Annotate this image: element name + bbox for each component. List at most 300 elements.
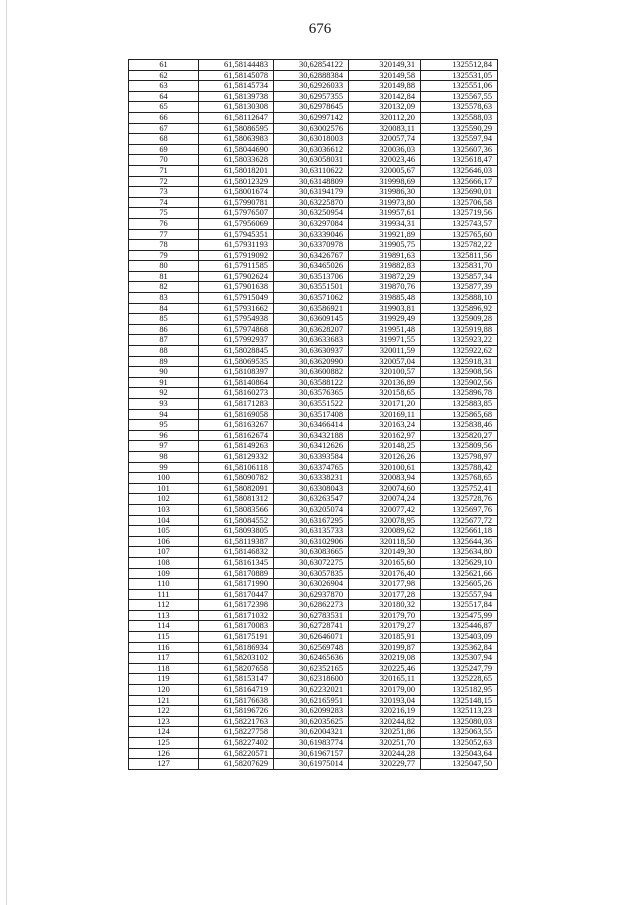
coord-x-cell: 319872,29 [349, 271, 421, 282]
latitude-cell: 61,58139738 [199, 91, 274, 102]
coord-x-cell: 319882,83 [349, 261, 421, 272]
coord-y-cell: 1325588,03 [421, 112, 498, 123]
table-row [129, 727, 498, 738]
point-number-cell: 114 [129, 621, 199, 632]
table-row [129, 165, 498, 176]
coord-y-cell: 1325148,15 [421, 695, 498, 706]
longitude-cell: 30,62937870 [274, 589, 349, 600]
point-number-cell: 76 [129, 218, 199, 229]
table-row [129, 632, 498, 643]
point-number-cell: 84 [129, 303, 199, 314]
latitude-cell: 61,58018201 [199, 165, 274, 176]
longitude-cell: 30,62035625 [274, 716, 349, 727]
coord-y-cell: 1325768,65 [421, 473, 498, 484]
coordinates-table-body [129, 60, 498, 770]
table-row [129, 420, 498, 431]
longitude-cell: 30,62862273 [274, 600, 349, 611]
point-number-cell: 78 [129, 240, 199, 251]
point-number-cell: 123 [129, 716, 199, 727]
point-number-cell: 127 [129, 759, 199, 770]
latitude-cell: 61,58227402 [199, 738, 274, 749]
point-number-cell: 125 [129, 738, 199, 749]
latitude-cell: 61,57945351 [199, 229, 274, 240]
point-number-cell: 72 [129, 176, 199, 187]
coord-x-cell: 319903,81 [349, 303, 421, 314]
longitude-cell: 30,63588122 [274, 377, 349, 388]
table-row [129, 504, 498, 515]
coord-y-cell: 1325865,68 [421, 409, 498, 420]
longitude-cell: 30,63308043 [274, 483, 349, 494]
latitude-cell: 61,58145078 [199, 70, 274, 81]
point-number-cell: 96 [129, 430, 199, 441]
coord-y-cell: 1325557,94 [421, 589, 498, 600]
coord-x-cell: 320177,98 [349, 579, 421, 590]
longitude-cell: 30,62165951 [274, 695, 349, 706]
coord-y-cell: 1325113,23 [421, 706, 498, 717]
coord-y-cell: 1325646,03 [421, 165, 498, 176]
latitude-cell: 61,58140864 [199, 377, 274, 388]
longitude-cell: 30,63072275 [274, 557, 349, 568]
table-row [129, 250, 498, 261]
longitude-cell: 30,63630937 [274, 346, 349, 357]
point-number-cell: 93 [129, 399, 199, 410]
latitude-cell: 61,58144483 [199, 60, 274, 71]
coord-x-cell: 319973,80 [349, 197, 421, 208]
longitude-cell: 30,62099283 [274, 706, 349, 717]
table-row [129, 229, 498, 240]
latitude-cell: 61,58084552 [199, 515, 274, 526]
longitude-cell: 30,62318600 [274, 674, 349, 685]
coord-y-cell: 1325752,41 [421, 483, 498, 494]
table-row [129, 144, 498, 155]
longitude-cell: 30,62646071 [274, 632, 349, 643]
coord-x-cell: 320057,04 [349, 356, 421, 367]
point-number-cell: 86 [129, 324, 199, 335]
coord-y-cell: 1325765,60 [421, 229, 498, 240]
coord-x-cell: 320171,20 [349, 399, 421, 410]
latitude-cell: 61,58227758 [199, 727, 274, 738]
latitude-cell: 61,58086595 [199, 123, 274, 134]
latitude-cell: 61,57974868 [199, 324, 274, 335]
table-row [129, 759, 498, 770]
table-row [129, 695, 498, 706]
point-number-cell: 105 [129, 526, 199, 537]
table-row [129, 568, 498, 579]
coord-x-cell: 320179,70 [349, 610, 421, 621]
latitude-cell: 61,58063983 [199, 134, 274, 145]
longitude-cell: 30,63250954 [274, 208, 349, 219]
table-row [129, 685, 498, 696]
coord-x-cell: 320132,09 [349, 102, 421, 113]
point-number-cell: 94 [129, 409, 199, 420]
table-row [129, 494, 498, 505]
point-number-cell: 115 [129, 632, 199, 643]
table-row [129, 303, 498, 314]
longitude-cell: 30,62352165 [274, 663, 349, 674]
point-number-cell: 79 [129, 250, 199, 261]
coord-x-cell: 320074,24 [349, 494, 421, 505]
coord-x-cell: 320251,86 [349, 727, 421, 738]
longitude-cell: 30,63633683 [274, 335, 349, 346]
latitude-cell: 61,57919092 [199, 250, 274, 261]
coord-x-cell: 320118,50 [349, 536, 421, 547]
latitude-cell: 61,58170889 [199, 568, 274, 579]
longitude-cell: 30,63609145 [274, 314, 349, 325]
coord-x-cell: 320089,62 [349, 526, 421, 537]
point-number-cell: 88 [129, 346, 199, 357]
coord-y-cell: 1325590,29 [421, 123, 498, 134]
latitude-cell: 61,58203102 [199, 653, 274, 664]
coord-x-cell: 320074,60 [349, 483, 421, 494]
coord-x-cell: 319885,48 [349, 293, 421, 304]
longitude-cell: 30,63263547 [274, 494, 349, 505]
point-number-cell: 119 [129, 674, 199, 685]
point-number-cell: 109 [129, 568, 199, 579]
point-number-cell: 61 [129, 60, 199, 71]
table-row [129, 621, 498, 632]
coord-y-cell: 1325578,63 [421, 102, 498, 113]
table-row [129, 451, 498, 462]
latitude-cell: 61,58093805 [199, 526, 274, 537]
longitude-cell: 30,61975014 [274, 759, 349, 770]
longitude-cell: 30,62004321 [274, 727, 349, 738]
latitude-cell: 61,58170447 [199, 589, 274, 600]
coord-y-cell: 1325047,50 [421, 759, 498, 770]
longitude-cell: 30,63083665 [274, 547, 349, 558]
latitude-cell: 61,58044690 [199, 144, 274, 155]
latitude-cell: 61,58012329 [199, 176, 274, 187]
longitude-cell: 30,63110622 [274, 165, 349, 176]
longitude-cell: 30,62854122 [274, 60, 349, 71]
coord-y-cell: 1325728,76 [421, 494, 498, 505]
coord-y-cell: 1325743,57 [421, 218, 498, 229]
latitude-cell: 61,58129332 [199, 451, 274, 462]
coord-y-cell: 1325228,65 [421, 674, 498, 685]
longitude-cell: 30,63339046 [274, 229, 349, 240]
table-row [129, 473, 498, 484]
latitude-cell: 61,57976507 [199, 208, 274, 219]
longitude-cell: 30,62465636 [274, 653, 349, 664]
table-row [129, 208, 498, 219]
latitude-cell: 61,58172398 [199, 600, 274, 611]
coord-y-cell: 1325629,10 [421, 557, 498, 568]
point-number-cell: 92 [129, 388, 199, 399]
coord-y-cell: 1325782,22 [421, 240, 498, 251]
coord-y-cell: 1325618,47 [421, 155, 498, 166]
latitude-cell: 61,58171032 [199, 610, 274, 621]
table-row [129, 81, 498, 92]
table-row [129, 674, 498, 685]
table-row [129, 335, 498, 346]
point-number-cell: 82 [129, 282, 199, 293]
table-row [129, 738, 498, 749]
latitude-cell: 61,58108397 [199, 367, 274, 378]
table-row [129, 367, 498, 378]
point-number-cell: 113 [129, 610, 199, 621]
latitude-cell: 61,58083566 [199, 504, 274, 515]
latitude-cell: 61,58106118 [199, 462, 274, 473]
coord-y-cell: 1325719,56 [421, 208, 498, 219]
coord-x-cell: 319870,76 [349, 282, 421, 293]
coord-x-cell: 320193,04 [349, 695, 421, 706]
point-number-cell: 99 [129, 462, 199, 473]
point-number-cell: 120 [129, 685, 199, 696]
coord-y-cell: 1325788,42 [421, 462, 498, 473]
latitude-cell: 61,58164719 [199, 685, 274, 696]
page-number: 676 [308, 21, 332, 37]
longitude-cell: 30,63102906 [274, 536, 349, 547]
table-row [129, 218, 498, 229]
longitude-cell: 30,63374765 [274, 462, 349, 473]
point-number-cell: 121 [129, 695, 199, 706]
coord-y-cell: 1325052,63 [421, 738, 498, 749]
table-row [129, 600, 498, 611]
point-number-cell: 103 [129, 504, 199, 515]
coord-y-cell: 1325706,58 [421, 197, 498, 208]
coord-x-cell: 319951,48 [349, 324, 421, 335]
longitude-cell: 30,63205074 [274, 504, 349, 515]
latitude-cell: 61,58001674 [199, 187, 274, 198]
point-number-cell: 65 [129, 102, 199, 113]
coord-x-cell: 319921,89 [349, 229, 421, 240]
latitude-cell: 61,58146832 [199, 547, 274, 558]
point-number-cell: 111 [129, 589, 199, 600]
point-number-cell: 63 [129, 81, 199, 92]
coord-x-cell: 320180,32 [349, 600, 421, 611]
table-row [129, 462, 498, 473]
table-row [129, 547, 498, 558]
coord-x-cell: 320136,89 [349, 377, 421, 388]
longitude-cell: 30,62978645 [274, 102, 349, 113]
coord-y-cell: 1325446,87 [421, 621, 498, 632]
longitude-cell: 30,62926033 [274, 81, 349, 92]
longitude-cell: 30,63135733 [274, 526, 349, 537]
table-row [129, 176, 498, 187]
coord-x-cell: 320142,84 [349, 91, 421, 102]
coord-y-cell: 1325902,56 [421, 377, 498, 388]
latitude-cell: 61,58033628 [199, 155, 274, 166]
coord-x-cell: 319957,61 [349, 208, 421, 219]
latitude-cell: 61,58119387 [199, 536, 274, 547]
longitude-cell: 30,63513706 [274, 271, 349, 282]
latitude-cell: 61,58176638 [199, 695, 274, 706]
longitude-cell: 30,63338231 [274, 473, 349, 484]
coord-x-cell: 319998,69 [349, 176, 421, 187]
table-row [129, 112, 498, 123]
longitude-cell: 30,63551522 [274, 399, 349, 410]
longitude-cell: 30,63465026 [274, 261, 349, 272]
coord-y-cell: 1325531,05 [421, 70, 498, 81]
coord-y-cell: 1325923,22 [421, 335, 498, 346]
coord-x-cell: 320219,08 [349, 653, 421, 664]
table-row [129, 483, 498, 494]
table-row [129, 91, 498, 102]
latitude-cell: 61,58112647 [199, 112, 274, 123]
coord-y-cell: 1325896,92 [421, 303, 498, 314]
table-row [129, 653, 498, 664]
longitude-cell: 30,63517408 [274, 409, 349, 420]
coord-y-cell: 1325043,64 [421, 748, 498, 759]
coord-y-cell: 1325908,56 [421, 367, 498, 378]
coord-y-cell: 1325697,76 [421, 504, 498, 515]
longitude-cell: 30,63551501 [274, 282, 349, 293]
coord-x-cell: 320126,26 [349, 451, 421, 462]
point-number-cell: 91 [129, 377, 199, 388]
coord-x-cell: 320199,87 [349, 642, 421, 653]
point-number-cell: 117 [129, 653, 199, 664]
coord-x-cell: 320100,61 [349, 462, 421, 473]
point-number-cell: 106 [129, 536, 199, 547]
latitude-cell: 61,57931662 [199, 303, 274, 314]
coord-y-cell: 1325621,66 [421, 568, 498, 579]
latitude-cell: 61,57990781 [199, 197, 274, 208]
longitude-cell: 30,62569748 [274, 642, 349, 653]
coord-y-cell: 1325063,55 [421, 727, 498, 738]
coord-x-cell: 320057,74 [349, 134, 421, 145]
latitude-cell: 61,58162674 [199, 430, 274, 441]
coordinates-table [128, 59, 498, 770]
coord-y-cell: 1325567,55 [421, 91, 498, 102]
coord-x-cell: 320148,25 [349, 441, 421, 452]
coord-x-cell: 320165,11 [349, 674, 421, 685]
longitude-cell: 30,62783531 [274, 610, 349, 621]
longitude-cell: 30,62957355 [274, 91, 349, 102]
point-number-cell: 110 [129, 579, 199, 590]
coord-x-cell: 320244,28 [349, 748, 421, 759]
longitude-cell: 30,63370978 [274, 240, 349, 251]
table-row [129, 610, 498, 621]
latitude-cell: 61,58161345 [199, 557, 274, 568]
longitude-cell: 30,63036612 [274, 144, 349, 155]
point-number-cell: 77 [129, 229, 199, 240]
table-row [129, 271, 498, 282]
latitude-cell: 61,58069535 [199, 356, 274, 367]
coord-x-cell: 320162,97 [349, 430, 421, 441]
coord-y-cell: 1325597,94 [421, 134, 498, 145]
point-number-cell: 122 [129, 706, 199, 717]
coord-x-cell: 320225,46 [349, 663, 421, 674]
coord-x-cell: 320078,95 [349, 515, 421, 526]
latitude-cell: 61,58207629 [199, 759, 274, 770]
coord-y-cell: 1325605,26 [421, 579, 498, 590]
coord-y-cell: 1325607,36 [421, 144, 498, 155]
table-row [129, 187, 498, 198]
coord-x-cell: 320251,70 [349, 738, 421, 749]
longitude-cell: 30,63194179 [274, 187, 349, 198]
table-row [129, 70, 498, 81]
longitude-cell: 30,63628207 [274, 324, 349, 335]
coord-x-cell: 320149,30 [349, 547, 421, 558]
latitude-cell: 61,57902624 [199, 271, 274, 282]
coord-y-cell: 1325690,01 [421, 187, 498, 198]
latitude-cell: 61,58149263 [199, 441, 274, 452]
table-row [129, 515, 498, 526]
coord-x-cell: 320023,46 [349, 155, 421, 166]
point-number-cell: 101 [129, 483, 199, 494]
coord-x-cell: 319905,75 [349, 240, 421, 251]
longitude-cell: 30,63586921 [274, 303, 349, 314]
table-row [129, 282, 498, 293]
point-number-cell: 64 [129, 91, 199, 102]
latitude-cell: 61,57901638 [199, 282, 274, 293]
latitude-cell: 61,58090782 [199, 473, 274, 484]
longitude-cell: 30,63600882 [274, 367, 349, 378]
table-row [129, 377, 498, 388]
longitude-cell: 30,63393584 [274, 451, 349, 462]
coord-y-cell: 1325918,31 [421, 356, 498, 367]
coord-x-cell: 319891,63 [349, 250, 421, 261]
coord-x-cell: 320100,57 [349, 367, 421, 378]
longitude-cell: 30,63018003 [274, 134, 349, 145]
point-number-cell: 83 [129, 293, 199, 304]
longitude-cell: 30,63148809 [274, 176, 349, 187]
point-number-cell: 100 [129, 473, 199, 484]
coord-x-cell: 320077,42 [349, 504, 421, 515]
coord-y-cell: 1325644,36 [421, 536, 498, 547]
coord-x-cell: 320149,31 [349, 60, 421, 71]
table-row [129, 293, 498, 304]
table-row [129, 557, 498, 568]
coord-x-cell: 320011,59 [349, 346, 421, 357]
longitude-cell: 30,62728741 [274, 621, 349, 632]
coord-x-cell: 320158,65 [349, 388, 421, 399]
coord-x-cell: 320005,67 [349, 165, 421, 176]
point-number-cell: 104 [129, 515, 199, 526]
coord-x-cell: 319929,49 [349, 314, 421, 325]
table-row [129, 60, 498, 71]
point-number-cell: 98 [129, 451, 199, 462]
point-number-cell: 97 [129, 441, 199, 452]
point-number-cell: 70 [129, 155, 199, 166]
longitude-cell: 30,63620990 [274, 356, 349, 367]
latitude-cell: 61,58170083 [199, 621, 274, 632]
coord-x-cell: 320083,94 [349, 473, 421, 484]
latitude-cell: 61,58160273 [199, 388, 274, 399]
table-row [129, 748, 498, 759]
latitude-cell: 61,58082091 [199, 483, 274, 494]
coord-x-cell: 319934,31 [349, 218, 421, 229]
coord-x-cell: 320112,20 [349, 112, 421, 123]
point-number-cell: 62 [129, 70, 199, 81]
coord-x-cell: 320176,40 [349, 568, 421, 579]
longitude-cell: 30,63058031 [274, 155, 349, 166]
latitude-cell: 61,58186934 [199, 642, 274, 653]
coord-x-cell: 320036,03 [349, 144, 421, 155]
latitude-cell: 61,58220571 [199, 748, 274, 759]
table-row [129, 155, 498, 166]
latitude-cell: 61,57992937 [199, 335, 274, 346]
table-row [129, 441, 498, 452]
table-row [129, 579, 498, 590]
table-row [129, 324, 498, 335]
longitude-cell: 30,61967157 [274, 748, 349, 759]
coord-x-cell: 320244,82 [349, 716, 421, 727]
table-row [129, 526, 498, 537]
latitude-cell: 61,57956069 [199, 218, 274, 229]
longitude-cell: 30,63167295 [274, 515, 349, 526]
point-number-cell: 81 [129, 271, 199, 282]
coord-y-cell: 1325838,46 [421, 420, 498, 431]
coord-x-cell: 320179,00 [349, 685, 421, 696]
latitude-cell: 61,57931193 [199, 240, 274, 251]
coord-y-cell: 1325512,84 [421, 60, 498, 71]
table-row [129, 409, 498, 420]
point-number-cell: 89 [129, 356, 199, 367]
point-number-cell: 68 [129, 134, 199, 145]
coord-y-cell: 1325809,56 [421, 441, 498, 452]
longitude-cell: 30,63297084 [274, 218, 349, 229]
table-row [129, 123, 498, 134]
